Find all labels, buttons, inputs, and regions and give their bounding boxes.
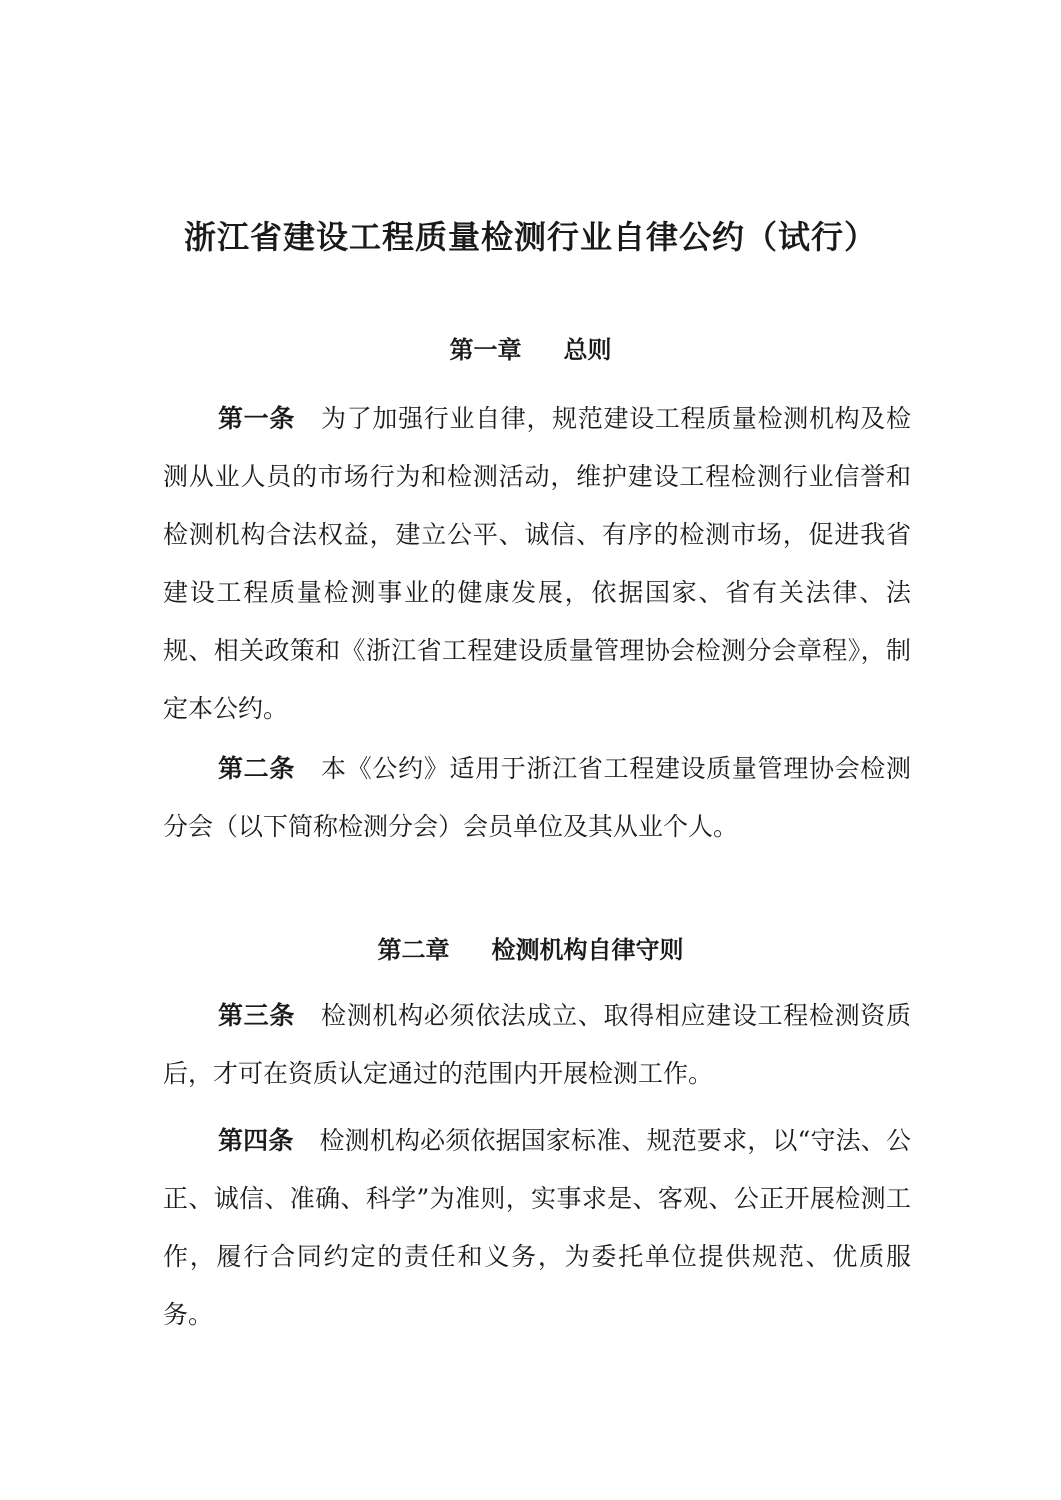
article-label: 第四条 bbox=[218, 1126, 294, 1155]
document-title: 浙江省建设工程质量检测行业自律公约（试行） bbox=[183, 218, 877, 256]
article-label: 第二条 bbox=[218, 754, 296, 783]
article-label: 第三条 bbox=[218, 1001, 296, 1030]
chapter-number: 第二章 bbox=[377, 936, 450, 964]
article-text: 检测机构必须依法成立、取得相应建设工程检测资质后，才可在资质认定通过的范围内开展检测工作。 bbox=[163, 1001, 911, 1088]
article-text: 检测机构必须依据国家标准、规范要求，以“守法、公正、诚信、准确、科学”为准则，实事求是、客观、公正开展检测工作，履行合同约定的责任和义务，为委托单位提供规范、优质服务。 bbox=[163, 1126, 911, 1329]
chapter-name: 检测机构自律守则 bbox=[491, 936, 684, 964]
chapter-number: 第一章 bbox=[449, 336, 522, 364]
article-label: 第一条 bbox=[218, 404, 296, 433]
article-1 bbox=[163, 390, 911, 738]
chapter-heading-1 bbox=[0, 330, 1061, 365]
article-text: 本《公约》适用于浙江省工程建设质量管理协会检测分会（以下简称检测分会）会员单位及其从业个人。 bbox=[163, 754, 911, 841]
chapter-heading-2 bbox=[0, 930, 1061, 965]
article-4 bbox=[163, 1112, 911, 1344]
article-2 bbox=[163, 740, 911, 856]
article-text: 为了加强行业自律，规范建设工程质量检测机构及检测从业人员的市场行为和检测活动，维护建设工程检测行业信誉和检测机构合法权益，建立公平、诚信、有序的检测市场，促进我省建设工程质量检测事业的健康发展，依据国家、省有关法律、法规、相关政策和《浙江省工程建设质量管理协会检测分会章程》，制定本公约。 bbox=[163, 404, 911, 723]
article-3 bbox=[163, 987, 911, 1103]
chapter-name: 总则 bbox=[563, 336, 612, 364]
